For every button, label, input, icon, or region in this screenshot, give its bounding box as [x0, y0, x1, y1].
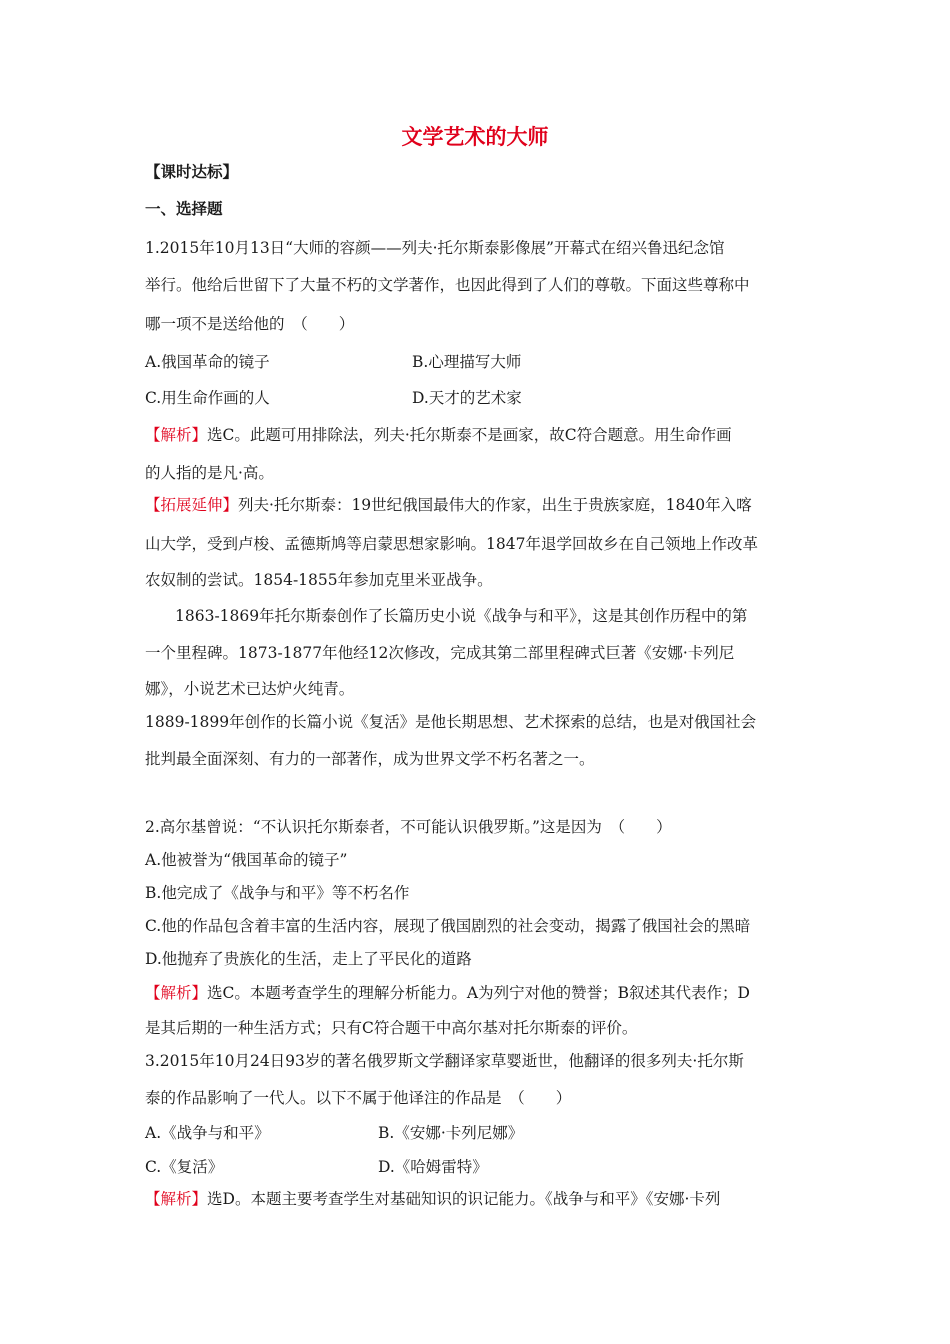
q2-analysis-line-2: 是其后期的一种生活方式；只有C符合题干中高尔基对托尔斯泰的评价。 — [145, 1019, 638, 1037]
q3-option-d: D.《哈姆雷特》 — [378, 1158, 488, 1176]
q3-analysis-tag: 【解析】 — [145, 1190, 208, 1208]
q3-option-row-1 — [145, 1121, 810, 1145]
q3-option-c: C.《复活》 — [145, 1158, 224, 1176]
q2-stem: 2.高尔基曾说：“不认识托尔斯泰者，不可能认识俄罗斯。”这是因为 （ ） — [145, 818, 672, 836]
q1-extension-line-1 — [145, 493, 810, 517]
q1-analysis-line-1 — [145, 423, 810, 447]
q1-option-c: C.用生命作画的人 — [145, 389, 270, 407]
q3-analysis-text-1: 选D。本题主要考查学生对基础知识的识记能力。《战争与和平》《安娜·卡列 — [207, 1190, 721, 1208]
q1-stem-line-1: 1.2015年10月13日“大师的容颜——列夫·托尔斯泰影像展”开幕式在绍兴鲁迅纪念馆 — [145, 239, 725, 257]
q3-option-row-2 — [145, 1155, 810, 1179]
q2-option-c: C.他的作品包含着丰富的生活内容，展现了俄国剧烈的社会变动，揭露了俄国社会的黑暗 — [145, 917, 751, 935]
q1-option-row-1 — [145, 350, 810, 374]
q2-option-b: B.他完成了《战争与和平》等不朽名作 — [145, 884, 410, 902]
q1-extension-line-2: 山大学，受到卢梭、孟德斯鸠等启蒙思想家影响。1847年退学回故乡在自己领地上作改革 — [145, 535, 758, 553]
q3-option-a: A.《战争与和平》 — [145, 1124, 270, 1142]
q1-stem-line-3: 哪一项不是送给他的 （ ） — [145, 315, 355, 333]
q1-stem-line-2: 举行。他给后世留下了大量不朽的文学著作，也因此得到了人们的尊敬。下面这些尊称中 — [145, 276, 750, 294]
section-tag: 【课时达标】 — [145, 163, 239, 181]
q3-option-b: B.《安娜·卡列尼娜》 — [378, 1124, 524, 1142]
q1-analysis-line-2: 的人指的是凡·高。 — [145, 464, 274, 482]
q1-extension-line-8: 批判最全面深刻、有力的一部著作，成为世界文学不朽名著之一。 — [145, 750, 595, 768]
page-title: 文学艺术的大师 — [401, 125, 549, 149]
q1-extension-line-7: 1889-1899年创作的长篇小说《复活》是他长期思想、艺术探索的总结，也是对俄国社会 — [145, 713, 757, 731]
q1-option-a: A.俄国革命的镜子 — [145, 353, 270, 371]
q2-analysis-text-1: 选C。本题考查学生的理解分析能力。A为列宁对他的赞誉；B叙述其代表作；D — [207, 984, 750, 1002]
q1-extension-tag: 【拓展延伸】 — [145, 496, 239, 514]
q3-stem-line-1: 3.2015年10月24日93岁的著名俄罗斯文学翻译家草婴逝世，他翻译的很多列夫·托尔斯 — [145, 1052, 744, 1070]
q2-option-d: D.他抛弃了贵族化的生活，走上了平民化的道路 — [145, 950, 472, 968]
q2-analysis-tag: 【解析】 — [145, 984, 208, 1002]
q1-extension-line-6: 娜》，小说艺术已达炉火纯青。 — [145, 680, 355, 698]
q1-option-row-2 — [145, 386, 810, 410]
section-heading: 一、选择题 — [145, 200, 223, 218]
q3-analysis-line-1 — [145, 1187, 810, 1211]
q3-stem-line-2: 泰的作品影响了一代人。以下不属于他译注的作品是 （ ） — [145, 1089, 572, 1107]
q1-extension-line-3: 农奴制的尝试。1854-1855年参加克里米亚战争。 — [145, 571, 493, 589]
q1-option-b: B.心理描写大师 — [412, 353, 522, 371]
q1-extension-line-4: 1863-1869年托尔斯泰创作了长篇历史小说《战争与和平》，这是其创作历程中的第 — [175, 607, 748, 625]
q1-extension-line-5: 一个里程碑。1873-1877年他经12次修改，完成其第二部里程碑式巨著《安娜·卡列尼 — [145, 644, 735, 662]
q2-analysis-line-1 — [145, 981, 810, 1005]
q2-option-a: A.他被誉为“俄国革命的镜子” — [145, 851, 348, 869]
q1-analysis-tag: 【解析】 — [145, 426, 208, 444]
q1-option-d: D.天才的艺术家 — [412, 389, 522, 407]
q1-analysis-text-1: 选C。此题可用排除法，列夫·托尔斯泰不是画家，故C符合题意。用生命作画 — [207, 426, 732, 444]
q1-extension-text-1: 列夫·托尔斯泰：19世纪俄国最伟大的作家，出生于贵族家庭，1840年入喀 — [238, 496, 752, 514]
